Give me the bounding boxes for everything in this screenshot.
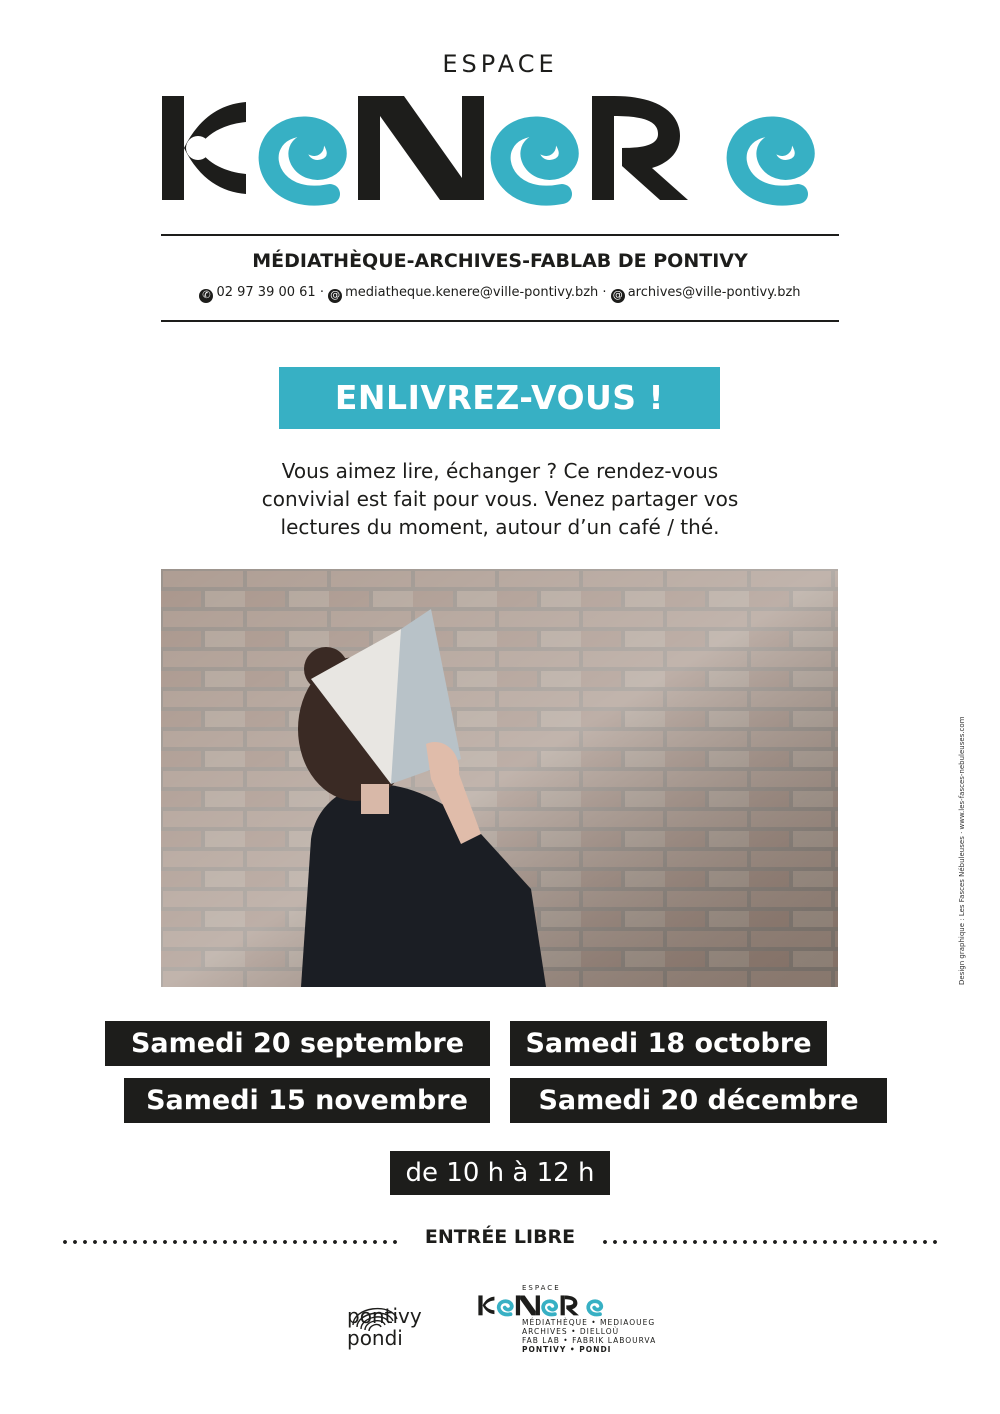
- kenere-small-tagline: [522, 1318, 656, 1354]
- date-label: Samedi 20 septembre: [105, 1021, 490, 1066]
- date-label: Samedi 20 décembre: [510, 1078, 887, 1123]
- phone-icon: ✆: [199, 289, 213, 303]
- entry-label: ENTRÉE LIBRE: [424, 1226, 576, 1248]
- espace-label: ESPACE: [442, 50, 558, 78]
- at-icon: @: [612, 290, 623, 301]
- email-archives[interactable]: archives@ville-pontivy.bzh: [627, 285, 801, 300]
- design-credit: Design graphique : Les Fasces Nébuleuses · www.les-fasces-nebuleuses.com: [958, 716, 966, 985]
- contact-line: ✆ 02 97 39 00 61 · @ mediatheque.kenere@ville-pontivy.bzh · @ archives@ville-pontivy.bzh: [0, 285, 1000, 303]
- date-label: Samedi 18 octobre: [510, 1021, 827, 1066]
- dotted-divider-right: [600, 1237, 940, 1247]
- event-time: de 10 h à 12 h: [390, 1151, 610, 1195]
- tagline-line: MÉDIATHÈQUE • MEDIAOUEG: [522, 1318, 656, 1327]
- intro-line: Vous aimez lire, échanger ? Ce rendez-vous: [281, 459, 719, 483]
- header-top-rule: [161, 234, 839, 236]
- kenere-small-logo: [478, 1292, 608, 1318]
- photo-woman-reading-brick-wall: [161, 569, 838, 987]
- pontivy-name: pontivy: [347, 1304, 422, 1328]
- event-intro: [210, 457, 790, 541]
- pondi-name: pondi: [347, 1326, 403, 1350]
- tagline-line: FAB LAB • FABRIK LABOURVA: [522, 1336, 657, 1345]
- event-title: ENLIVREZ-VOUS !: [279, 367, 720, 429]
- kenere-logo: [160, 86, 840, 206]
- phone-number[interactable]: 02 97 39 00 61: [216, 285, 316, 300]
- header-bottom-rule: [161, 320, 839, 322]
- intro-line: convivial est fait pour vous. Venez partager vos: [261, 487, 739, 511]
- pontivy-wordmark: [347, 1305, 422, 1349]
- small-espace-label: ESPACE: [522, 1284, 561, 1292]
- intro-line: lectures du moment, autour d’un café / thé.: [280, 515, 720, 539]
- tagline-line: PONTIVY • PONDI: [522, 1345, 612, 1354]
- at-icon: @: [330, 290, 341, 301]
- date-label: Samedi 15 novembre: [124, 1078, 490, 1123]
- email-mediatheque[interactable]: mediatheque.kenere@ville-pontivy.bzh: [345, 285, 599, 300]
- tagline-line: ARCHIVES • DIELLOÙ: [522, 1327, 620, 1336]
- subtitle: MÉDIATHÈQUE-ARCHIVES-FABLAB DE PONTIVY: [252, 250, 748, 272]
